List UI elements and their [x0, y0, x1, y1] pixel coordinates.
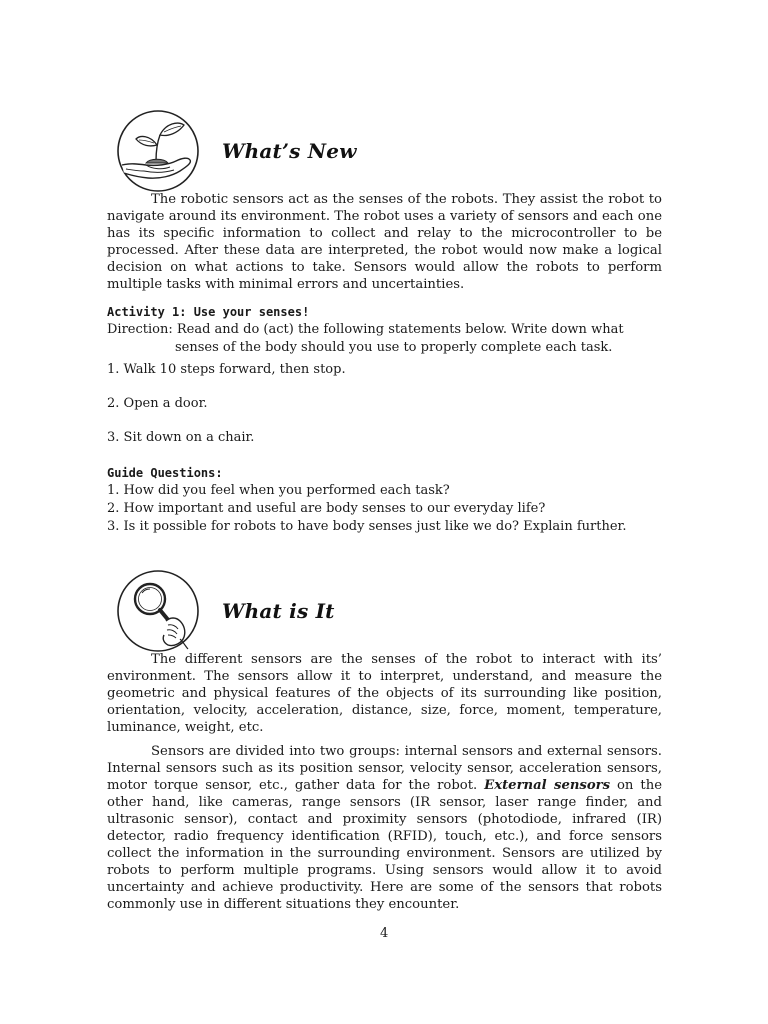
guide-questions-title: Guide Questions: [107, 466, 223, 480]
hand-with-plant-icon [116, 109, 200, 193]
paragraph-2-text-start: Sensors are divided into two groups: internal sensors and external sensors. Internal sensors such as its position sensor, velocity sensor, acceleration sensors, motor torque sensor, etc., gather data for the robot. [107, 744, 662, 793]
list-item: 3. Sit down on a chair. [107, 430, 255, 445]
list-item: 1. Walk 10 steps forward, then stop. [107, 362, 346, 377]
whats-new-header [116, 108, 357, 194]
page-number: 4 [380, 926, 389, 941]
list-item: 1. How did you feel when you performed each task? [107, 483, 450, 498]
section-title-whats-new: What’s New [222, 139, 357, 163]
list-item: 2. How important and useful are body senses to our everyday life? [107, 501, 546, 516]
section-title-what-is-it: What is It [222, 599, 335, 623]
list-item: 2. Open a door. [107, 396, 208, 411]
hand-with-magnifier-icon [116, 569, 200, 653]
guide-questions-block [107, 464, 667, 536]
task-list [107, 361, 346, 463]
intro-paragraph: The robotic sensors act as the senses of the robots. They assist the robot to navigate around its environment. The robot uses a variety of sensors and each one has its specific information to collect and relay to the microcontroller to be processed. After these data are interpreted, the robot would now make a logical decision on what actions to take. Sensors would allow the robots to perform multiple tasks with minimal errors and uncertainties. [107, 192, 662, 292]
paragraph-2-text-end: on the other hand, like cameras, range sensors (IR sensor, laser range finder, and ultrasonic sensor), contact and proximity sensors (photodiode, infrared (IR) detector, radio frequency identification (RFID), touch, etc.), and force sensors collect the information in the surrounding environment. Sensors are utilized by robots to perform multiple programs. Using sensors would allow it to avoid uncertainty and achieve productivity. Here are some of the sensors that robots commonly use in different situations they encounter. [107, 778, 662, 912]
activity-direction: Direction: Read and do (act) the following statements below. Write down what senses of the body should you use to properly complete each task. [107, 322, 624, 355]
activity-title: Activity 1: Use your senses! [107, 305, 310, 319]
what-is-it-paragraph-1-block [107, 651, 662, 736]
activity-block [107, 303, 667, 357]
what-is-it-paragraph-2-block [107, 743, 662, 913]
intro-paragraph-block [107, 191, 662, 293]
what-is-it-header [116, 568, 335, 654]
what-is-it-paragraph-1: The different sensors are the senses of the robot to interact with its’ environment. The sensors allow it to interpret, understand, and measure the geometric and physical features of the objects of its surrounding like position, orientation, velocity, acceleration, distance, size, force, moment, temperature, luminance, weight, etc. [107, 652, 662, 735]
list-item: 3. Is it possible for robots to have body senses just like we do? Explain further. [107, 519, 627, 534]
external-sensors-emphasis: External sensors [484, 778, 611, 793]
what-is-it-paragraph-2 [107, 743, 662, 913]
